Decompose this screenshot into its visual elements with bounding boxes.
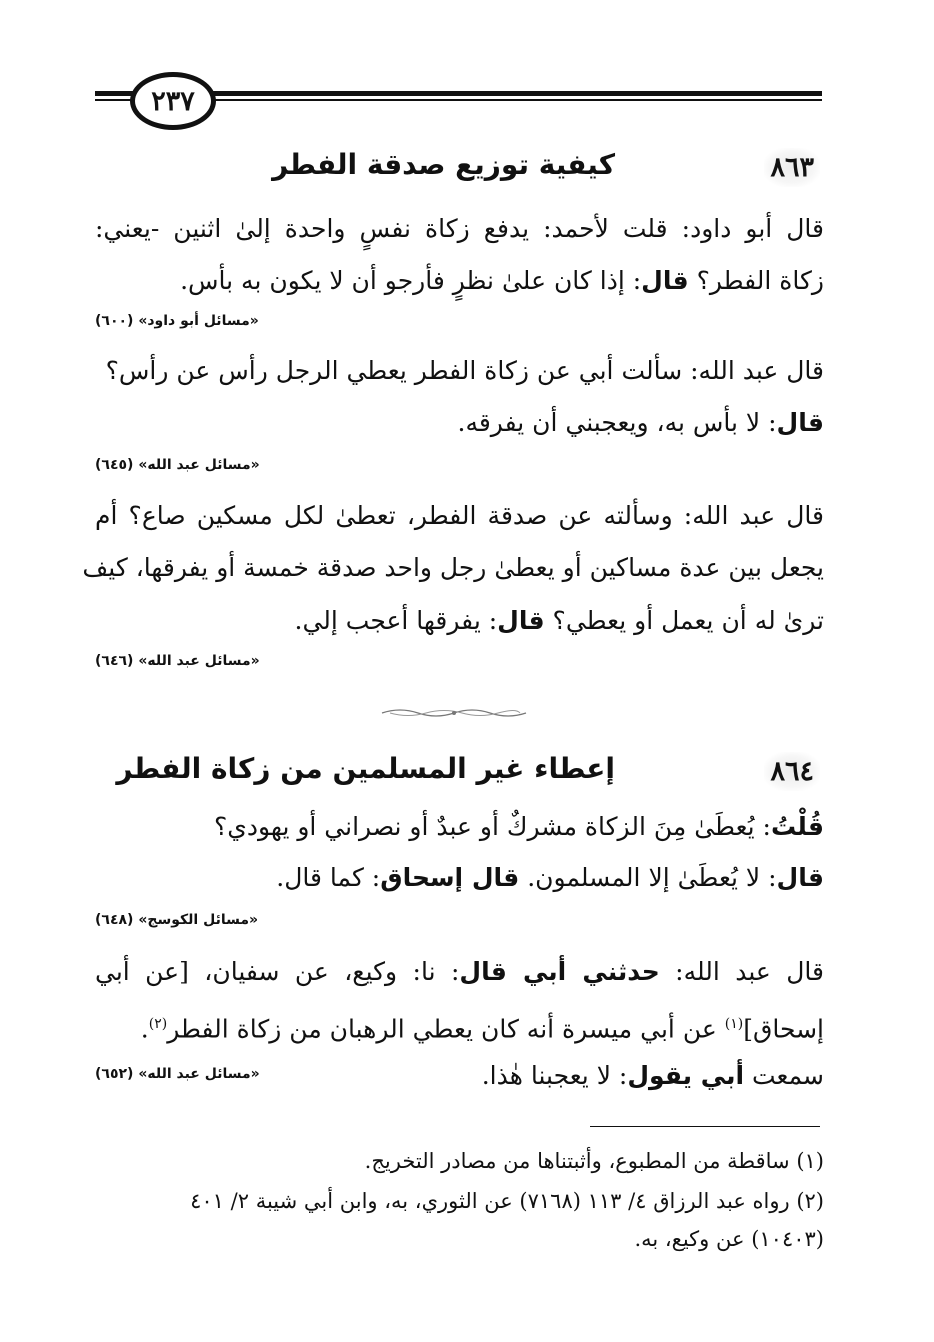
footnote-1: (١) ساقطة من المطبوع، وأثبتناها من مصادر التخريج. [364,1149,824,1173]
text-span: : كما قال. [276,863,381,892]
text-span: : لا يعجبنا هٰذا. [481,1061,628,1090]
text-line [95,404,824,442]
text-span: قال عبد الله: [659,957,824,986]
text-span: : يفرقها أعجب إلي. [294,606,498,635]
section-title: كيفية توزيع صدقة الفطر [272,148,615,181]
text-line [95,497,824,535]
section-heading-864 [100,752,820,802]
source-citation: «مسائل عبد الله» (٦٥٢) [95,1066,260,1082]
text-span: : يُعطَىٰ مِنَ الزكاة مشركٌ أو عبدٌ أو نصراني أو يهودي؟ [214,812,771,841]
section-heading-863 [100,148,820,198]
text-span: ترىٰ له أن يعمل أو يعطي؟ [544,606,824,635]
text-line [82,549,824,587]
text-span: : نا: وكيع، عن سفيان، [عن أبي [95,957,460,986]
text-span: : إذا كان علىٰ نظرٍ فأرجو أن لا يكون به بأس. [180,266,642,295]
text-line [95,859,824,897]
text-line [95,602,824,640]
text-span: قال عبد الله: سألت أبي عن زكاة الفطر يعطي الرجل رأس عن رأس؟ [105,356,824,385]
source-citation: «مسائل الكوسج» (٦٤٨) [95,912,259,928]
bold-phrase: قُلْتُ [770,812,824,841]
text-line [95,1005,824,1048]
text-line [95,808,824,846]
text-span: زكاة الفطر؟ [688,266,824,295]
text-line [95,352,824,390]
footnote-separator [590,1126,820,1127]
section-number: ٨٦٣ [764,148,820,187]
text-span: قال عبد الله: وسألته عن صدقة الفطر، تعطىٰ لكل مسكين صاع؟ أم [95,501,824,530]
text-span: إسحاق] [743,1014,824,1044]
bold-phrase: أبي يقول [627,1061,745,1090]
bold-phrase: قال [641,266,689,295]
source-citation: «مسائل أبو داود» (٦٠٠) [95,313,259,329]
footnote-marker: (١) [724,1016,744,1032]
text-span: . [140,1014,149,1044]
separator-ornament [380,706,528,720]
text-span: عن أبي ميسرة أنه كان يعطي الرهبان من زكاة الفطر [167,1014,725,1044]
section-number: ٨٦٤ [764,752,820,791]
text-span: قال أبو داود: قلت لأحمد: يدفع زكاة نفسٍ واحدة إلىٰ اثنين -يعني: [95,214,824,243]
text-span: : لا يُعطَىٰ إلا المسلمون. [519,863,777,892]
text-span: يجعل بين عدة مساكين أو يعطىٰ رجل واحد صدقة خمسة أو يفرقها، كيف [82,553,824,582]
text-span: سمعت [744,1061,824,1090]
text-line [95,210,824,248]
source-citation: «مسائل عبد الله» (٦٤٥) [95,457,260,473]
bold-phrase: حدثني أبي قال [459,957,660,986]
bold-phrase: قال [497,606,545,635]
page-number [130,72,216,130]
text-line [95,262,824,300]
page-number-text: ٢٣٧ [151,85,195,117]
bold-phrase: قال إسحاق [380,863,520,892]
text-line [95,953,824,991]
bold-phrase: قال [776,408,824,437]
footnote-2-continued: (١٠٤٠٣) عن وكيع، به. [634,1227,824,1251]
footnote-2: (٢) رواه عبد الرزاق ٤/ ١١٣ (٧١٦٨) عن الثوري، به، وابن أبي شيبة ٢/ ٤٠١ [190,1189,824,1213]
footnote-marker: (٢) [148,1016,168,1032]
section-title: إعطاء غير المسلمين من زكاة الفطر [116,752,615,785]
bold-phrase: قال [776,863,824,892]
source-citation: «مسائل عبد الله» (٦٤٦) [95,653,260,669]
text-span: : لا بأس به، ويعجبني أن يفرقه. [457,408,777,437]
